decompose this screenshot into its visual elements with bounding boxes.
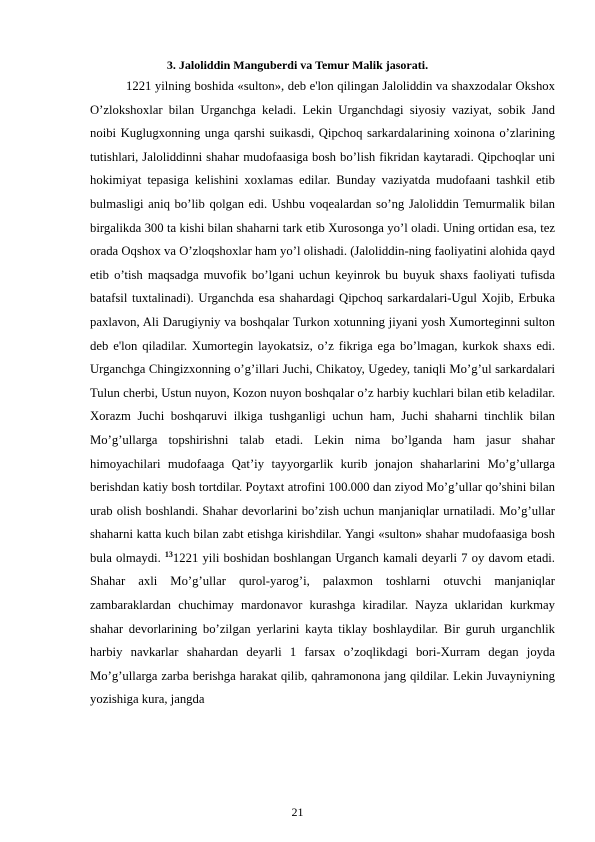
footnote-reference[interactable]: 13 — [164, 549, 173, 559]
body-text — [90, 75, 555, 712]
paragraph-text-part-2: 1221 yili boshidan boshlangan Urganch kamali deyarli 7 oy davom etadi. Shahar axli Mo’g’ullar qurol-yarog’i, palaxmon toshlarni otuvchi manjaniqlar zambaraklardan chuchimay mardonavor kurashga kiradilar. Nayza uklaridan kurkmay shahar devorlarining bo’zilgan yerlarini kayta tiklay boshlaydilar. Bir guruh urganchlik harbiy navkarlar shahardan deyarli 1 farsax o’zoqlikdagi bori-Xurram degan joyda Mo’g’ullarga zarba berishga harakat qilib, qahramonona jang qildilar. Lekin Juvayniyning yozishiga kura, jangda — [90, 550, 555, 707]
page-number: 21 — [291, 805, 304, 819]
body-paragraph — [90, 75, 555, 712]
section-heading: 3. Jaloliddin Manguberdi va Temur Malik jasorati. — [166, 58, 429, 72]
paragraph-text-part-1: 1221 yilning boshida «sulton», deb e'lon qilingan Jaloliddin va shaxzodalar Okshox O’zlokshoxlar bilan Urganchga keladi. Lekin Urganchdagi siyosiy vaziyat, sobik Jand noibi Kuglugxonning unga qarshi suikasdi, Qipchoq sarkardalarining xoinona o’zlarining tutishlari, Jaloliddinni shahar mudofaasiga bosh bo’lish fikridan kaytaradi. Qipchoqlar uni hokimiyat tepasiga kelishini xoxlamas edilar. Bunday vaziyatda mudofaani tashkil etib bulmasligi aniq bo’lib qolgan edi. Ushbu voqealardan so’ng Jaloliddin Temurmalik bilan birgalikda 300 ta kishi bilan shaharni tark etib Xurosonga yo’l oladi. Uning ortidan esa, tez orada Oqshox va O’zloqshoxlar ham yo’l olishadi. (Jaloliddin-ning faoliyatini alohida qayd etib o’tish maqsadga muvofik bo’lgani uchun keyinrok bu buyuk shaxs faoliyati tufisda batafsil tuxtalinadi). Urganchda esa shahardagi Qipchoq sarkardalari-Ugul Xojib, Erbuka paxlavon, Ali Darugiyniy va boshqalar Turkon xotunning jiyani yosh Xumorteginni sulton deb e'lon qiladilar. Xumortegin layokatsiz, o’z fikriga ega bo’lmagan, kurkok shaxs edi. Urganchga Chingizxonning o’g’illari Juchi, Chikatoy, Ugedey, taniqli Mo’g’ul sarkardalari Tulun cherbi, Ustun nuyon, Kozon nuyon boshqalar o’z harbiy kuchlari bilan etib keladilar. Xorazm Juchi boshqaruvi ilkiga tushganligi uchun ham, Juchi shaharni tinchlik bilan Mo’g’ullarga topshirishni talab etadi. Lekin nima bo’lganda ham jasur shahar himoyachilari mudofaaga Qat’iy tayyorgarlik kurib jonajon shaharlarini Mo’g’ullarga berishdan katiy bosh tortdilar. Poytaxt atrofini 100.000 dan ziyod Mo’g’ullar qo’shini bilan urab olish boshlandi. Shahar devorlarini bo’zish uchun manjaniqlar urnatiladi. Mo’g’ullar shaharni katta kuch bilan zabt etishga kirishdilar. Yangi «sulton» shahar mudofaasiga bosh bula olmaydi. — [90, 79, 555, 565]
